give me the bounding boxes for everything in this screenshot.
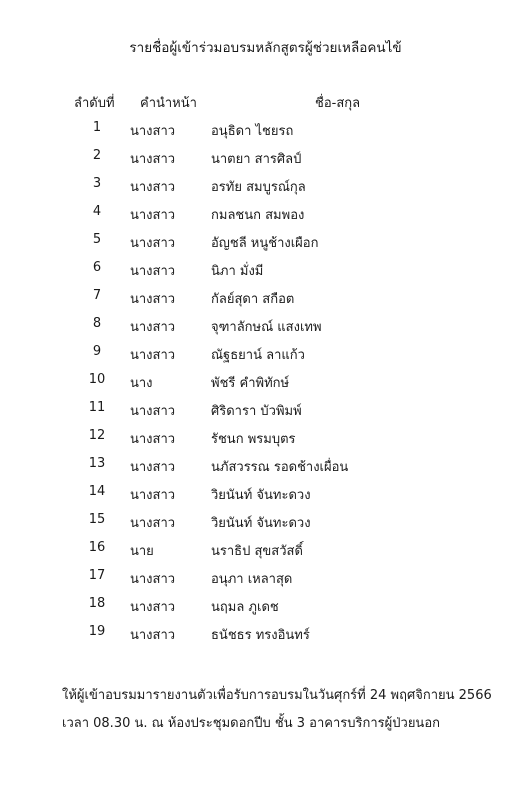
row-prefix: นางสาว — [130, 208, 176, 223]
row-prefix: นางสาว — [130, 600, 176, 615]
row-number: 19 — [88, 624, 106, 639]
notice-line-1: ให้ผู้เข้าอบรมมารายงานตัวเพื่อรับการอบรมในวันศุกร์ที่ 24 พฤศจิกายน 2566 — [62, 688, 492, 703]
table-row — [0, 428, 531, 456]
row-name: จุฑาลักษณ์ แสงเทพ — [211, 320, 322, 335]
row-prefix: นางสาว — [130, 516, 176, 531]
table-row — [0, 400, 531, 428]
row-prefix: นางสาว — [130, 432, 176, 447]
notice-line-2: เวลา 08.30 น. ณ ห้องประชุมดอกปีบ ชั้น 3 อาคารบริการผู้ป่วยนอก — [62, 716, 440, 731]
row-number: 13 — [88, 456, 106, 471]
row-prefix: นาง — [130, 376, 153, 391]
table-row — [0, 624, 531, 652]
row-name: นราธิป สุขสวัสดิ์ — [211, 544, 303, 559]
table-row — [0, 344, 531, 372]
table-row — [0, 316, 531, 344]
row-number: 6 — [92, 260, 102, 275]
table-row — [0, 260, 531, 288]
table-row — [0, 596, 531, 624]
row-prefix: นางสาว — [130, 460, 176, 475]
row-name: ณัฐธยาน์ ลาแก้ว — [211, 348, 305, 363]
table-row — [0, 456, 531, 484]
row-prefix: นางสาว — [130, 488, 176, 503]
row-name: นฤมล ภูเดช — [211, 600, 279, 615]
row-number: 4 — [92, 204, 102, 219]
header-prefix: คำนำหน้า — [140, 96, 197, 111]
table-row — [0, 484, 531, 512]
row-number: 10 — [88, 372, 106, 387]
row-name: อนุภา เหลาสุด — [211, 572, 293, 587]
row-prefix: นางสาว — [130, 264, 176, 279]
document-title: รายชื่อผู้เข้าร่วมอบรมหลักสูตรผู้ช่วยเหลือคนไข้ — [129, 40, 402, 56]
row-prefix: นางสาว — [130, 124, 176, 139]
row-name: นิภา มั่งมี — [211, 264, 264, 279]
row-name: รัชนก พรมบุตร — [211, 432, 296, 447]
table-row — [0, 232, 531, 260]
row-name: ศิริดารา บัวพิมพ์ — [211, 404, 302, 419]
row-number: 9 — [92, 344, 102, 359]
row-name: อรทัย สมบูรณ์กุล — [211, 180, 306, 195]
row-prefix: นางสาว — [130, 180, 176, 195]
row-number: 11 — [88, 400, 106, 415]
row-number: 8 — [92, 316, 102, 331]
table-header — [0, 92, 531, 110]
table-row — [0, 204, 531, 232]
table-row — [0, 176, 531, 204]
row-name: พัชรี คำพิทักษ์ — [211, 376, 290, 391]
row-number: 18 — [88, 596, 106, 611]
row-name: กมลชนก สมพอง — [211, 208, 305, 223]
table-row — [0, 120, 531, 148]
header-name: ชื่อ-สกุล — [315, 96, 361, 111]
table-row — [0, 148, 531, 176]
row-prefix: นางสาว — [130, 236, 176, 251]
row-name: อัญชลี หนูช้างเผือก — [211, 236, 319, 251]
row-name: กัลย์สุดา สกือต — [211, 292, 295, 307]
table-row — [0, 540, 531, 568]
table-row — [0, 288, 531, 316]
row-prefix: นาย — [130, 544, 154, 559]
row-prefix: นางสาว — [130, 348, 176, 363]
row-name: วิยนันท์ จันทะดวง — [211, 488, 311, 503]
row-number: 15 — [88, 512, 106, 527]
row-number: 3 — [92, 176, 102, 191]
header-number: ลำดับที่ — [74, 96, 115, 111]
participant-list — [0, 120, 531, 652]
row-prefix: นางสาว — [130, 628, 176, 643]
table-row — [0, 568, 531, 596]
row-number: 12 — [88, 428, 106, 443]
row-name: ธนัชธร ทรงอินทร์ — [211, 628, 310, 643]
row-number: 5 — [92, 232, 102, 247]
row-prefix: นางสาว — [130, 152, 176, 167]
row-name: นาตยา สารศิลป์ — [211, 152, 302, 167]
table-row — [0, 512, 531, 540]
row-number: 1 — [92, 120, 102, 135]
row-number: 7 — [92, 288, 102, 303]
row-number: 17 — [88, 568, 106, 583]
row-name: นภัสวรรณ รอดช้างเผื่อน — [211, 460, 349, 475]
notice — [62, 682, 522, 738]
row-number: 14 — [88, 484, 106, 499]
row-number: 2 — [92, 148, 102, 163]
row-prefix: นางสาว — [130, 404, 176, 419]
row-name: วิยนันท์ จันทะดวง — [211, 516, 311, 531]
row-prefix: นางสาว — [130, 572, 176, 587]
row-prefix: นางสาว — [130, 292, 176, 307]
row-prefix: นางสาว — [130, 320, 176, 335]
row-name: อนุธิดา ไชยรถ — [211, 124, 294, 139]
table-row — [0, 372, 531, 400]
row-number: 16 — [88, 540, 106, 555]
